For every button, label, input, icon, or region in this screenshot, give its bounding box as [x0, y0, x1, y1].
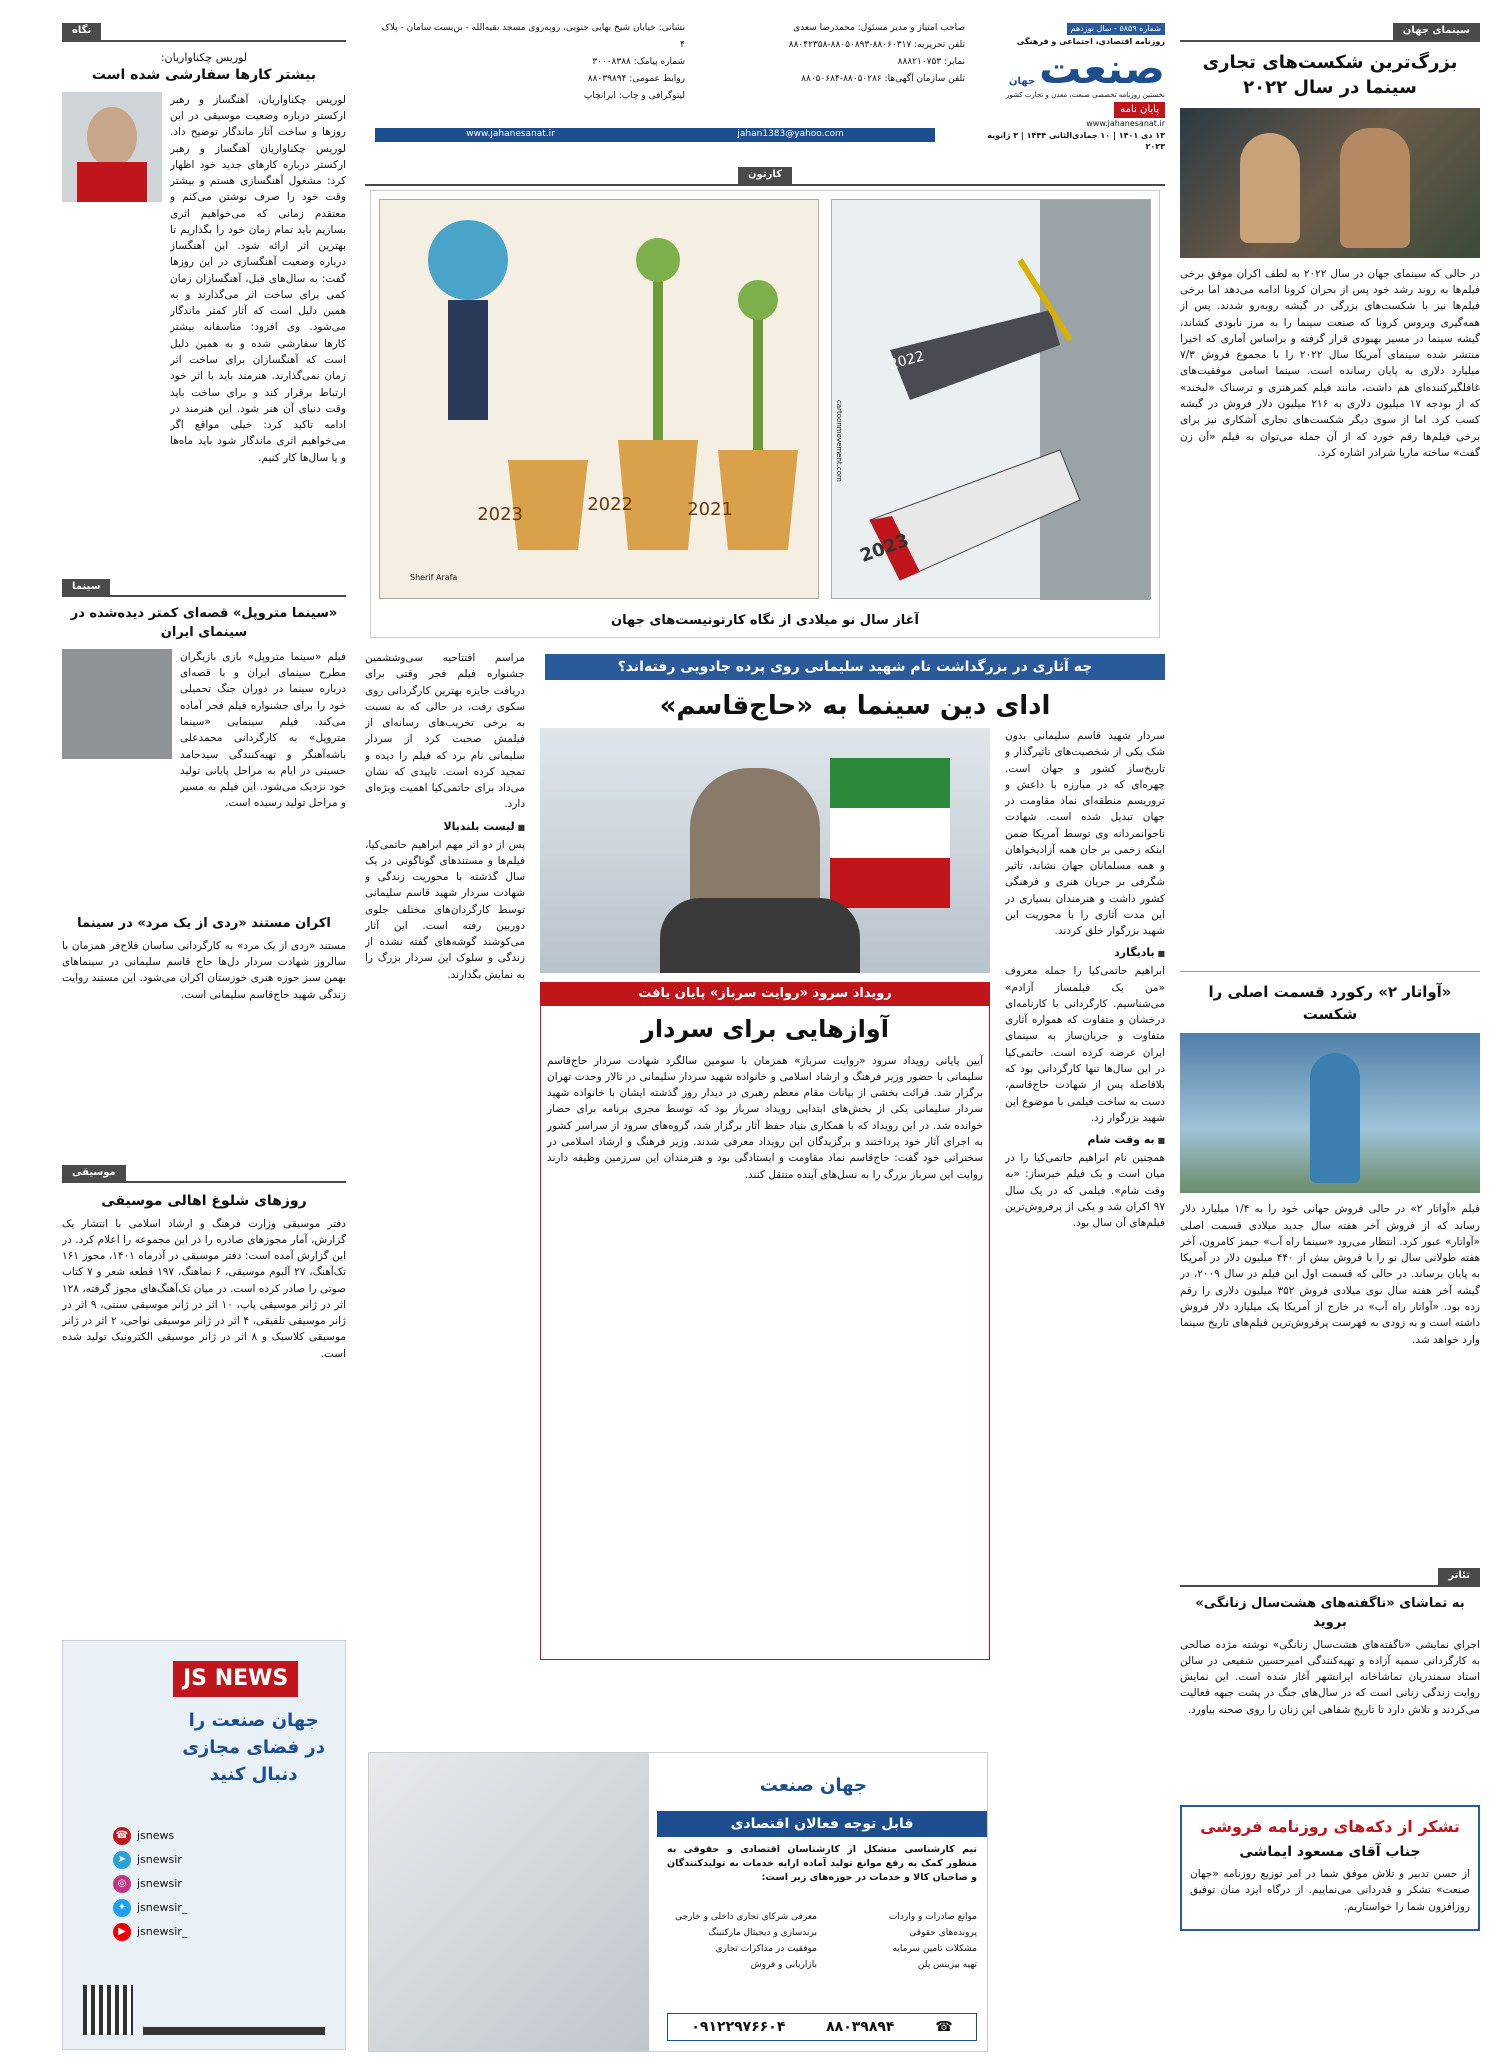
economic-ad[interactable]	[368, 1752, 988, 2052]
logo: صنعت	[1039, 43, 1165, 93]
ad-logo: جهان صنعت	[759, 1775, 867, 1796]
service-item: تهیه بیزینس پلن	[917, 1960, 977, 1971]
ad-phone: ۰۹۱۲۲۹۷۶۶۰۴	[691, 2018, 786, 2035]
headline: بزرگ‌ترین شکست‌های تجاری سینما در سال ۲۰۲۲	[1202, 51, 1458, 98]
fax: نمابر: ۸۸۸۲۱۰۷۵۳	[897, 57, 965, 68]
service-item: موفقیت در مذاکرات تجاری	[715, 1944, 817, 1955]
cartoon-frame	[370, 190, 1160, 638]
social-row[interactable]: ☎ jsnews	[113, 1827, 187, 1845]
ad-phone: ۸۸۰۳۹۸۹۴	[826, 2018, 895, 2035]
service-item: معرفی شرکای تجاری داخلی و خارجی	[675, 1912, 817, 1922]
year-label: 2021	[687, 499, 733, 520]
phone-icon: ☎	[935, 2018, 953, 2035]
address: نشانی: خیابان شیخ بهایی جنوبی، روبه‌روی مسجد بقیه‌الله - بن‌بست سامان - پلاک ۴	[381, 23, 685, 51]
feature-headline: ادای دین سینما به «حاج‌قاسم»	[659, 691, 1051, 721]
left-column	[62, 22, 346, 1552]
year-label: 2022	[587, 494, 633, 515]
service-item: بازاریابی و فروش	[750, 1960, 817, 1971]
jsnews-brand: JS NEWS	[173, 1661, 298, 1697]
skyline-icon	[143, 2005, 325, 2035]
jsnews-line: در فضای مجازی	[182, 1737, 325, 1758]
article-body: مراسم افتتاحیه سی‌وششمین جشنواره فیلم فجر وقتی برای دریافت جایزه بهترین کارگردانی روی سکوی رفت، در حالی که به نسبت به برخی تخریب‌های رسانه‌ای از فیلمش صحبت کرد از سردار سلیمانی نام برد که فیلم را دیده و تمجید کرده است. تاییدی که نشان می‌داد برای حاتمی‌کیا اهمیت ویژه‌ای دارد.	[365, 652, 525, 811]
owner: صاحب امتیاز و مدیر مسئول: محمدرضا سعدی	[793, 23, 965, 33]
logo-block	[985, 20, 1165, 152]
author-photo	[62, 92, 162, 202]
jsnews-line: جهان صنعت را	[188, 1710, 319, 1731]
article-body: مستند «ردی از یک مرد» به کارگردانی ساسان فلاح‌فر همزمان با سالروز شهادت سردار دل‌ها حاج قاسم سلیمانی در سینماهای بهمن سبز حوزه هنری خوزستان اکران می‌شود. این مستند روایت زندگی شهید حاج‌قاسم سلیمانی است.	[62, 939, 346, 1001]
feature-kicker: چه آثاری در بزرگداشت نام شهید سلیمانی روی پرده جادویی رفته‌اند؟	[545, 654, 1165, 680]
cartoon-signature: Sherif Arafa	[410, 573, 458, 583]
article-body: دفتر موسیقی وزارت فرهنگ و ارشاد اسلامی با انتشار یک گزارش، آمار مجوزهای صادره را در این مجموعه را اعلام کرد. در این گزارش آمده است: دفتر موسیقی در آذرماه ۱۴۰۱، مجوز ۱۶۱ تک‌آهنگ، ۲۷ آلبوم موسیقی، ۶ نماهنگ، ۱۹۷ قطعه شعر و ۷ کتاب صوتی را صادر کرده است. در میان تک‌آهنگ‌های مجوز گرفته، ۱۲۸ اثر در ژانر موسیقی پاپ، ۱۰ اثر در ژانر موسیقی سنتی، ۹ اثر در ژانر موسیقی تلفیقی، ۴ اثر در ژانر موسیقی نواحی، ۲ اثر در ژانر موسیقی کلاسیک و ۸ اثر در ژانر موسیقی الکترونیک تولید شده است.	[62, 1217, 346, 1360]
subhead: ■ بادیگارد	[1005, 945, 1165, 961]
headline: به تماشای «ناگفته‌های هشت‌سال زنانگی» بروید	[1195, 1595, 1465, 1630]
soleimani-photo	[540, 728, 990, 973]
cartoon-section	[365, 166, 1165, 186]
ads-tel: تلفن سازمان آگهی‌ها: ۸۸۰۵۰۲۸۶-۸۸۰۵۰۶۸۴	[801, 74, 965, 85]
ad-body: تیم کارشناسی متشکل از کارشناسان اقتصادی و حقوقی به منظور کمک به رفع موانع تولید آماده ارایه خدمات به تولیدکنندگان و صاحبان کالا و خدمات در حوزه‌های زیر است:	[667, 1844, 977, 1883]
article-body: پس از دو اثر مهم ابراهیم حاتمی‌کیا، فیلم‌ها و مستندهای گوناگونی در یک سال گذشته با محوریت زندگی و شهادت سردار شهید قاسم سلیمانی توسط کارگردان‌های مختلف جلوی دوربین رفته است. این آثار می‌کوشند گوشه‌های گفته نشده از زندگی و سلوک این سردار بزرگ را به نمایش بگذارند.	[365, 838, 525, 981]
tagline: روزنامه اقتصادی، اجتماعی و فرهنگی	[1016, 36, 1165, 46]
section-tab: سینما	[62, 579, 110, 596]
section-tab: نگاه	[62, 23, 101, 40]
thanks-name: جناب آقای مسعود ایماشی	[1239, 1843, 1421, 1860]
telegram-icon: ➤	[113, 1851, 131, 1869]
headline: «آواتار ۲» رکورد قسمت اصلی را شکست	[1208, 982, 1452, 1023]
subhead: ■ لیست بلند‌بالا	[365, 819, 525, 835]
jsnews-line: دنبال کنید	[209, 1764, 298, 1785]
event-box	[540, 982, 990, 1660]
service-item: مشکلات تامین سرمایه	[892, 1944, 977, 1955]
subhead: ■ به وقت شام	[1005, 1132, 1165, 1148]
thanks-box	[1180, 1805, 1480, 1931]
twitter-icon: ✦	[113, 1899, 131, 1917]
event-headline: آوازهایی برای سردار	[641, 1014, 889, 1043]
social-row[interactable]: ▶ jsnewsir_	[113, 1923, 187, 1941]
article-body: همچنین نام ابراهیم حاتمی‌کیا را در میان است و یک فیلم خبرساز: «به وقت شام». فیلمی که در یک سال ۹۷ اکران شد و یکی از پرفروش‌ترین فیلم‌های آن سال بود.	[1005, 1151, 1165, 1230]
website-link[interactable]: www.jahanesanat.ir	[466, 129, 555, 140]
newsroom-tel: تلفن تحریریه: ۸۸۰۶۰۳۱۷-۸۸۰۵۰۸۹۳-۸۸۰۴۲۳۵۸	[788, 40, 965, 51]
article-body: در حالی که سینمای جهان در سال ۲۰۲۲ به لطف اکران موفق برخی فیلم‌ها به روند رشد خود پس از بحران کرونا ادامه می‌دهد اما برخی فیلم‌ها نیز با شکست‌های بزرگی در گیشه روبه‌رو شدند. پس از همه‌گیری ویروس کرونا که صنعت سینما را به مرز نابودی کشاند، گیشه سینما در مسیر بهبودی قرار گرفته و براساس آماری که اخیرا منتشر شده سینمای آمریکا سال ۲۰۲۲ را با مجموع فروش ۷/۳ میلیارد دلاری به پایان رسانده است. سینما اسامی موفقیت‌های غافلگیرکننده‌ای هم داشت، مانند فیلم کمرهنزی و ترسناک «لبخند» که از بودجه ۱۷ میلیون دلاری به ۲۱۶ میلیون دلار فروش در گیشه کسب کرد. اما از سوی دیگر شکست‌های تجاری آشکاری نیز برای برخی فیلم‌ها رقم خورد که از آن جمله می‌توان به فیلم «آن زن گفت» ساخته ماریا شرادر اشاره کرد.	[1180, 267, 1480, 459]
section-tab: کارتون	[738, 167, 792, 184]
action-movie-photo	[1180, 108, 1480, 258]
contact-block-1	[695, 20, 965, 88]
metropol-photo	[62, 649, 172, 759]
youtube-icon: ▶	[113, 1923, 131, 1941]
print: لیتوگرافی و چاپ: ایرانچاپ	[583, 91, 685, 102]
ad-phone-bar[interactable]	[667, 2013, 977, 2041]
social-row[interactable]: ➤ jsnewsir	[113, 1851, 187, 1869]
jsnews-ad[interactable]	[62, 1640, 346, 2050]
logo-prefix: جهان	[1008, 76, 1036, 88]
service-item: برندسازی و دیجیتال مارکتینگ	[708, 1928, 817, 1939]
social-row[interactable]: ◎ jsnewsir	[113, 1875, 187, 1893]
headline: روزهای شلوغ اهالی موسیقی	[101, 1193, 307, 1210]
section-tab: موسیقی	[62, 1165, 126, 1182]
right-column	[1180, 22, 1480, 1931]
masthead	[365, 20, 1165, 152]
ships-illustration	[830, 200, 1150, 600]
service-item: موانع صادرات و واردات	[888, 1912, 977, 1922]
headline: «سینما متروپل» قصه‌ای کمتر دیده‌شده در سینمای ایران	[70, 606, 338, 641]
event-kicker: رویداد سرود «روایت سرباز» پایان یافت	[541, 983, 989, 1006]
article-body: لوریس چکناواریان، آهنگساز و رهبر ارکستر درباره وضعیت موسیقی در این روزها و ساخت آثار ماندگار توضیح داد. لوریس چکناواریان آهنگساز و رهبر ارکستر درباره کارهای جدید خود اظهار کرد: مشغول آهنگسازی هستم و بیشتر وقت خود را صرف نوشتن می‌کنم و معتقدم زمانی که می‌خواهیم اثری بسازیم باید تمام زمان خود را بگذاریم تا بهترین اثر ارائه شود. این آهنگساز درباره وضعیت آهنگسازی در این روزها گفت: به سال‌های قبل، آهنگسازان زمان کمی برای ساخت اثر می‌گذارند و به همین دلیل است که آثار کمتر ماندگار می‌شود. وی افزود: متاسفانه بیشتر کارها سفارشی شده و به همین دلیل است که آهنگسازان برای ساخت اثر زمان نمی‌گذارند. هنرمند باید با اثر خود ارتباط برقرار کند و برای ساخت باید وقت دنیای آن هنر شود. این هنرمند در ادامه تاکید کرد: خیلی مواقع اگر می‌خواهیم اثری ماندگار شود باید ماه‌ها و یا سال‌ها کار کنیم.	[170, 93, 346, 464]
article-body: سردار شهید قاسم سلیمانی بدون شک یکی از شخصیت‌های تاثیرگذار و تاریخ‌ساز کشور و جهان است. چهره‌ای که در مبارزه با داعش و تروریسم منطقه‌ای نماد مقاومت در جهان تبدیل شده است. شهادت ناجوانمردانه وی توسط آمریکا ضمن اینکه زخمی بر جان همه آزادیخواهان و همه مسلمانان جهان نشاند، تاثیر شگرفی بر جریان هنری و فرهنگی کشور داشت و هنرمندان بسیاری در این مدت آثاری را با محوریت این شهید بزرگوار خلق کردند.	[1005, 730, 1165, 938]
cartoon-ships	[831, 199, 1151, 599]
plants-illustration	[378, 200, 818, 600]
ad-photo	[369, 1753, 649, 2051]
section-tab: تئاتر	[1438, 1568, 1480, 1585]
article-body: ابراهیم حاتمی‌کیا را جمله معروف «من یک فیلمساز آزادم» می‌شناسیم. کارگردانی با کارنامه‌ای درخشان و متفاوت که همواره آثاری متفاوت و جریان‌ساز به سینمای ایران عرضه کرده است. حاتمی‌کیا در این سال‌ها تنها کارگردانی بود که بلافاصله پس از شهادت حاج‌قاسم، دست به ساخت فیلمی با موضوع این شهید بزرگوار زد.	[1005, 965, 1165, 1124]
year-label: 2023	[477, 504, 523, 525]
headline: اکران مستند «ردی از یک مرد» در سینما	[77, 915, 331, 931]
service-item: پرونده‌های حقوقی	[909, 1928, 977, 1939]
instagram-icon: ◎	[113, 1875, 131, 1893]
feature-column	[1005, 728, 1165, 1738]
cartoon-caption: آغاز سال نو میلادی از نگاه کارتونیست‌های جهان	[611, 613, 919, 629]
headline: بیشتر کارها سفارشی شده است	[91, 67, 317, 84]
article-body: فیلم «آواتار ۲» در حالی فروش جهانی خود را به ۱/۴ میلیارد دلار رساند که از فروش آخر هفته سال جدید میلادی قسمت اصلی «آواتار» عبور کرد. انتظار می‌رود «سینما راه آب» جیمز کامرون، آخر هفته طولانی سال نو را با فروش بیش از ۴۴۰ میلیون دلار در آمریکا به پایان برساند. در حالی که قسمت اول این فیلم در سال ۲۰۰۹، در گیشه آخر هفته سال نوی میلادی فروش ۳۵۲ میلیون دلاری را رقم زده بود. «آواتار راه آب» در خارج از آمریکا یک میلیارد دلار فروش داشته است و به زودی به فهرست پرفروش‌ترین فیلم‌های تاریخ سینما وارد خواهد شد.	[1180, 1203, 1480, 1346]
social-row[interactable]: ✦ jsnewsir_	[113, 1899, 187, 1917]
year-label: 2022	[887, 348, 927, 374]
phone-icon: ☎	[113, 1827, 131, 1845]
avatar-movie-photo	[1180, 1033, 1480, 1193]
event-body: آیین پایانی رویداد سرود «روایت سرباز» همزمان با سومین سالگرد شهادت سردار حاج‌قاسم سلیمانی با حضور وزیر فرهنگ و ارشاد اسلامی و خانواده شهید سردار سلیمانی در تالار وحدت تهران برگزار شد. قرائت بخشی از بیانات مقام معظم رهبری در دیدار روز گذشته ایشان با خانواده شهید سردار سلیمانی یکی از بخش‌های ابتدایی رویداد سرباز بود که توسط مجری برنامه برای حضار خوانده شد. در این رویداد که با همکاری بنیاد حفظ آثار برگزار شد، گروه‌های سرود از سراسر کشور به اجرای آثار خود پرداختند و برگزیدگان این رویداد معرفی شدند. وزیر فرهنگ و ارشاد اسلامی در سخنرانی خود گفت: حاج‌قاسم نماد مقاومت و ایستادگی بود و هنرمندان این سرزمین وظیفه دارند روایت این سرباز بزرگ را به نسل‌های آینده منتقل کنند.	[547, 1054, 983, 1181]
article-body: اجرای نمایشی «ناگفته‌های هشت‌سال زنانگی» نوشته مژده صالحی به کارگردانی سمیه آزاده و تهیه‌کنندگی امیرحسین شفیعی در سالن استاد سمندریان تماشاخانه ایرانشهر آغاز شده است. این نمایش روایت زندگی زنانی است که در سال‌های جنگ در پشت جبهه فعالیت می‌کردند و تلاش دارد تا تاریخ شفاهی این زنان را روی صحنه بیاورد.	[1180, 1638, 1480, 1716]
issue-number: شماره ۵۸۵۹ - سال نوزدهم	[1067, 23, 1165, 35]
email-link[interactable]: jahan1383@yahoo.com	[737, 129, 844, 140]
qr-code-icon	[83, 1985, 133, 2035]
stamp: پایان نامه	[1114, 102, 1165, 119]
website-small: www.jahanesanat.ir	[1086, 119, 1165, 129]
pr: روابط عمومی: ۸۸۰۳۹۸۹۴	[587, 74, 685, 85]
date-line: ۱۳ دی ۱۴۰۱ | ۱۰ جمادی‌الثانی ۱۴۴۴ | ۳ ژانویه ۲۰۲۳	[987, 130, 1165, 152]
article-body: فیلم «سینما متروپل» بازی بازیگران مطرح سینمای ایران و با قصه‌ای درباره سینما در دوران جنگ تحمیلی خود را برای جشنواره فیلم فجر آماده می‌کند. فیلم سینمایی «سینما متروپل» به کارگردانی محمدعلی باشه‌آهنگر و تهیه‌کنندگی سیدحامد حسینی در ایام به مراحل پایانی تولید خود نزدیک می‌شود. این فیلم به مسیر و مراحل تولید رسیده است.	[180, 650, 346, 810]
contact-block-2	[375, 20, 685, 105]
sms: شماره پیامک: ۳۰۰۰۸۳۸۸	[592, 57, 685, 68]
thanks-body: از حسن تدبیر و تلاش موفق شما در امر توزیع روزنامه «جهان صنعت» تشکر و قدردانی می‌نماییم. از درگاه ایزد منان توفیق روزافزون شما را خواستاریم.	[1190, 1868, 1470, 1913]
section-tab: سینمای جهان	[1393, 23, 1480, 40]
thanks-headline: تشکر از دکه‌های روزنامه فروشی	[1200, 1816, 1460, 1836]
cartoon-plants	[379, 199, 819, 599]
web-bar	[375, 128, 935, 142]
year-label: 2023	[857, 529, 912, 567]
author-kicker: لوریس چکناواریان:	[160, 50, 248, 64]
cartoon-credit: cartoonmovement.com	[835, 400, 844, 482]
mission: نخستین روزنامه تخصصی صنعت، معدن و تجارت کشور	[1005, 90, 1165, 99]
feature-column	[365, 650, 525, 1740]
ad-headline: قابل توجه فعالان اقتصادی	[657, 1811, 987, 1837]
